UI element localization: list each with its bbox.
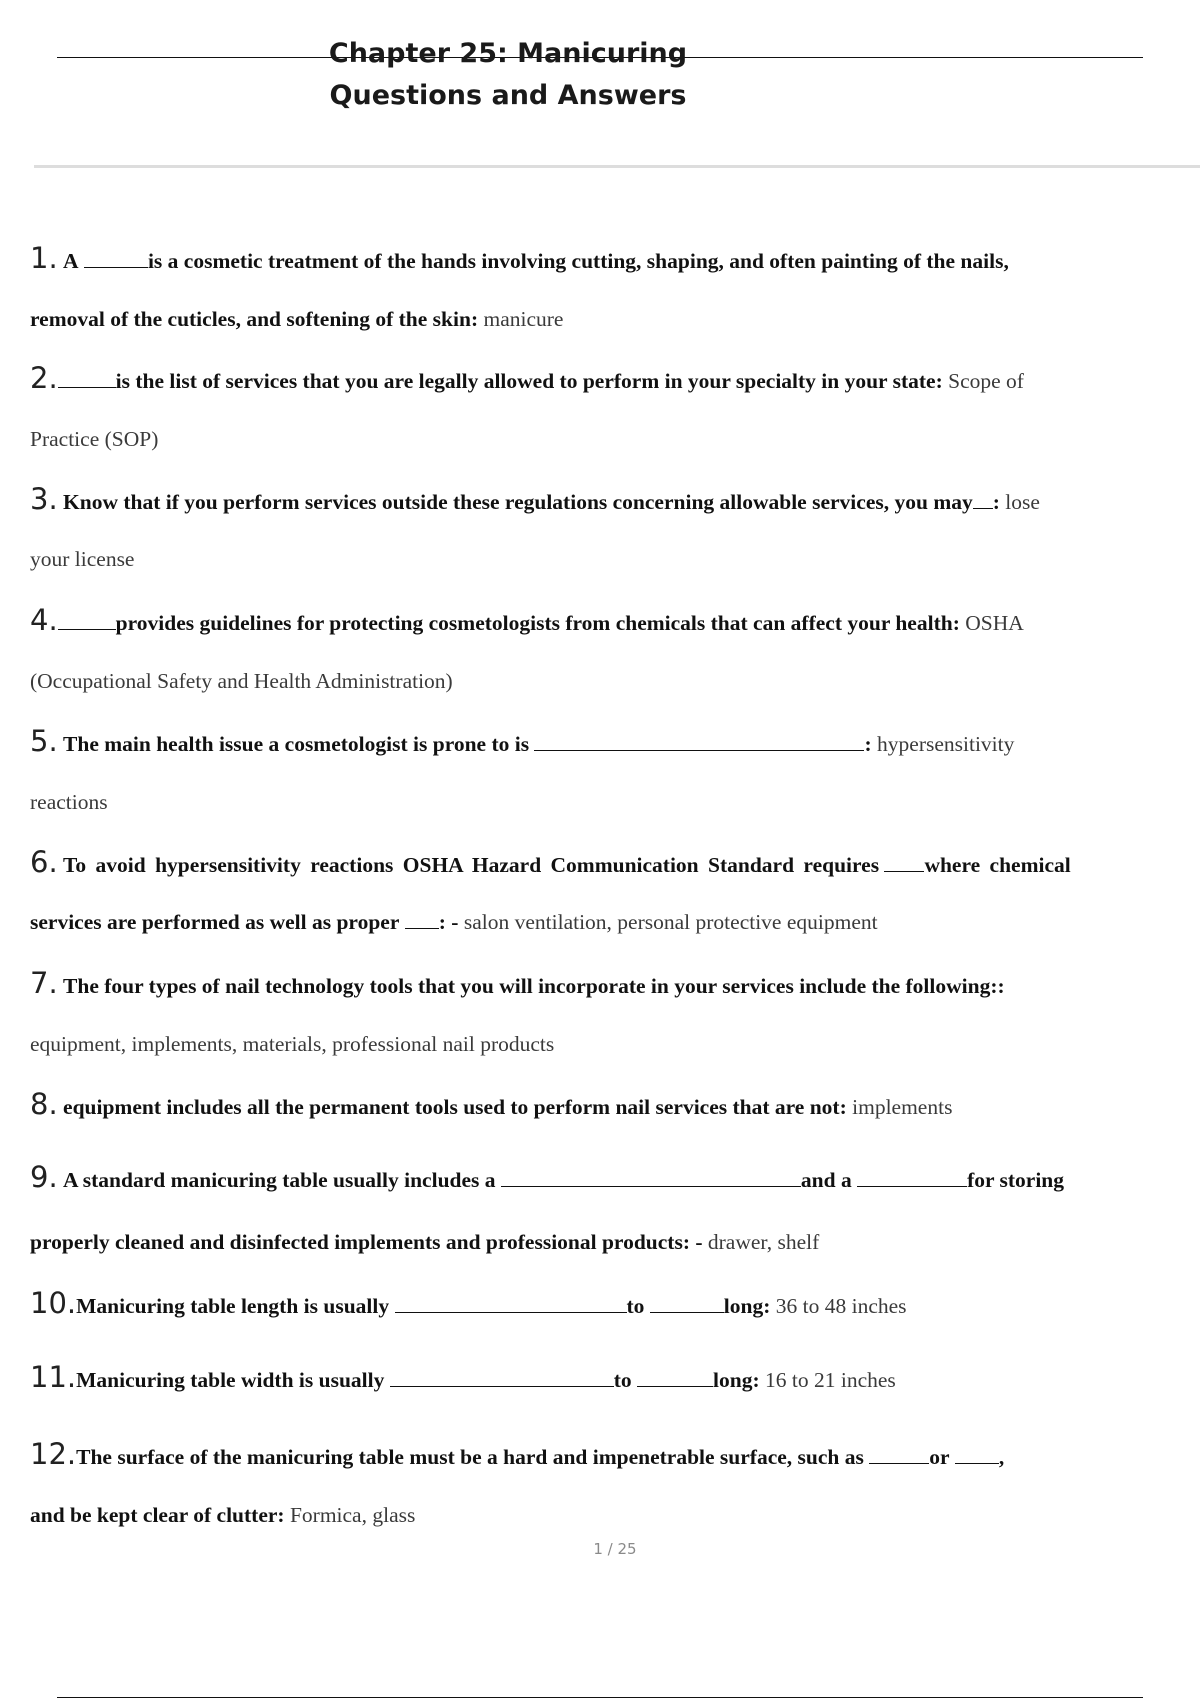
answer-blank (534, 732, 864, 751)
question-text: equipment includes all the permanent tools used to perform nail services that are not: (63, 1095, 847, 1119)
question-text: to (626, 1294, 645, 1318)
answer-text: equipment, implements, materials, professional nail products (30, 1032, 555, 1056)
question-text: , (998, 1445, 1005, 1469)
question-text: Manicuring table width is usually (76, 1368, 385, 1392)
question-number: 10. (30, 1286, 77, 1320)
question-number: 4. (30, 603, 58, 637)
question-text: To avoid hypersensitivity reactions OSHA Hazard Communication Standard requires (63, 853, 880, 877)
question-text: A standard manicuring table usually includes a (63, 1168, 496, 1192)
question-9-cont (30, 1214, 1200, 1271)
question-11 (30, 1349, 1200, 1409)
answer-text: salon ventilation, personal protective equipment (463, 910, 878, 934)
answer-blank (650, 1294, 724, 1313)
answer-blank (973, 490, 993, 509)
question-text: : (992, 490, 1000, 514)
question-10 (30, 1275, 1200, 1335)
question-text: Manicuring table length is usually (76, 1294, 390, 1318)
question-text: : (864, 732, 872, 756)
question-text: to (613, 1368, 632, 1392)
question-number: 7. (30, 966, 58, 1000)
question-number: 2. (30, 361, 58, 395)
header-divider (34, 165, 1200, 168)
answer-text: (Occupational Safety and Health Administration) (30, 669, 453, 693)
answer-text: reactions (30, 790, 108, 814)
page-subtitle: Questions and Answers (329, 80, 687, 111)
answer-text: hypersensitivity (877, 732, 1015, 756)
answer-blank (955, 1445, 999, 1464)
question-text: and a (800, 1168, 852, 1192)
question-text: and be kept clear of clutter: (30, 1503, 285, 1527)
answer-text: drawer, shelf (707, 1230, 820, 1254)
question-text: provides guidelines for protecting cosmetologists from chemicals that can affect your health: (115, 611, 960, 635)
answer-text: your license (30, 547, 135, 571)
question-text: The main health issue a cosmetologist is prone to is (63, 732, 530, 756)
question-7-cont (30, 1016, 1200, 1073)
question-text: removal of the cuticles, and softening of the skin: (30, 307, 479, 331)
question-text: Know that if you perform services outside these regulations concerning allowable services, you may (63, 490, 973, 514)
answer-text: OSHA (965, 611, 1024, 635)
question-number: 1. (30, 241, 58, 275)
question-number: 11. (30, 1360, 77, 1394)
question-6 (30, 834, 1200, 894)
question-number: 12. (30, 1437, 77, 1471)
answer-blank (501, 1168, 801, 1187)
question-number: 5. (30, 724, 58, 758)
question-7 (30, 955, 1200, 1015)
question-number: 9. (30, 1160, 58, 1194)
question-text: The surface of the manicuring table must be a hard and impenetrable surface, such as (76, 1445, 864, 1469)
question-text: where chemical (924, 853, 1071, 877)
question-text: properly cleaned and disinfected implements and professional products: - (30, 1230, 703, 1254)
answer-text: Practice (SOP) (30, 427, 159, 451)
answer-text: manicure (483, 307, 564, 331)
question-text: long: (723, 1294, 771, 1318)
question-8 (30, 1076, 1200, 1136)
question-text: services are performed as well as proper (30, 910, 400, 934)
question-text: : - (438, 910, 459, 934)
answer-blank (58, 369, 116, 388)
answer-text: Scope of (948, 369, 1024, 393)
question-text: or (929, 1445, 950, 1469)
answer-blank (637, 1368, 713, 1387)
question-1 (30, 230, 1200, 290)
answer-text: implements (852, 1095, 953, 1119)
question-text: for storing (967, 1168, 1065, 1192)
answer-blank (395, 1294, 627, 1313)
page-number: 1 / 25 (593, 1540, 637, 1558)
question-number: 3. (30, 482, 58, 516)
question-3 (30, 471, 1200, 531)
question-number: 8. (30, 1087, 58, 1121)
answer-blank (869, 1445, 929, 1464)
question-2-cont (30, 411, 1200, 468)
question-12 (30, 1426, 1200, 1486)
question-4 (30, 592, 1200, 652)
question-5-cont (30, 774, 1200, 831)
question-4-cont (30, 653, 1200, 710)
question-text: is a cosmetic treatment of the hands involving cutting, shaping, and often painting of the nails, (147, 249, 1009, 273)
page-title: Chapter 25: Manicuring (328, 38, 688, 69)
answer-text: lose (1005, 490, 1040, 514)
answer-blank (884, 853, 924, 872)
answer-blank (390, 1368, 614, 1387)
question-text: long: (713, 1368, 760, 1392)
question-text: The four types of nail technology tools that you will incorporate in your services include the following:: (63, 974, 1005, 998)
question-12-cont (30, 1487, 1200, 1544)
question-text: is the list of services that you are legally allowed to perform in your specialty in your state: (115, 369, 943, 393)
question-3-cont (30, 531, 1200, 588)
question-text: A (63, 249, 79, 273)
answer-text: 36 to 48 inches (775, 1294, 907, 1318)
answer-blank (405, 910, 439, 929)
answer-blank (84, 249, 148, 268)
question-5 (30, 713, 1200, 773)
bottom-rule (57, 1697, 1143, 1698)
question-9 (30, 1149, 1200, 1209)
question-1-cont (30, 291, 1200, 348)
question-number: 6. (30, 845, 58, 879)
question-6-cont (30, 894, 1200, 951)
answer-blank (58, 611, 116, 630)
answer-blank (857, 1168, 967, 1187)
answer-text: 16 to 21 inches (765, 1368, 896, 1392)
answer-text: Formica, glass (289, 1503, 416, 1527)
question-2 (30, 350, 1200, 410)
